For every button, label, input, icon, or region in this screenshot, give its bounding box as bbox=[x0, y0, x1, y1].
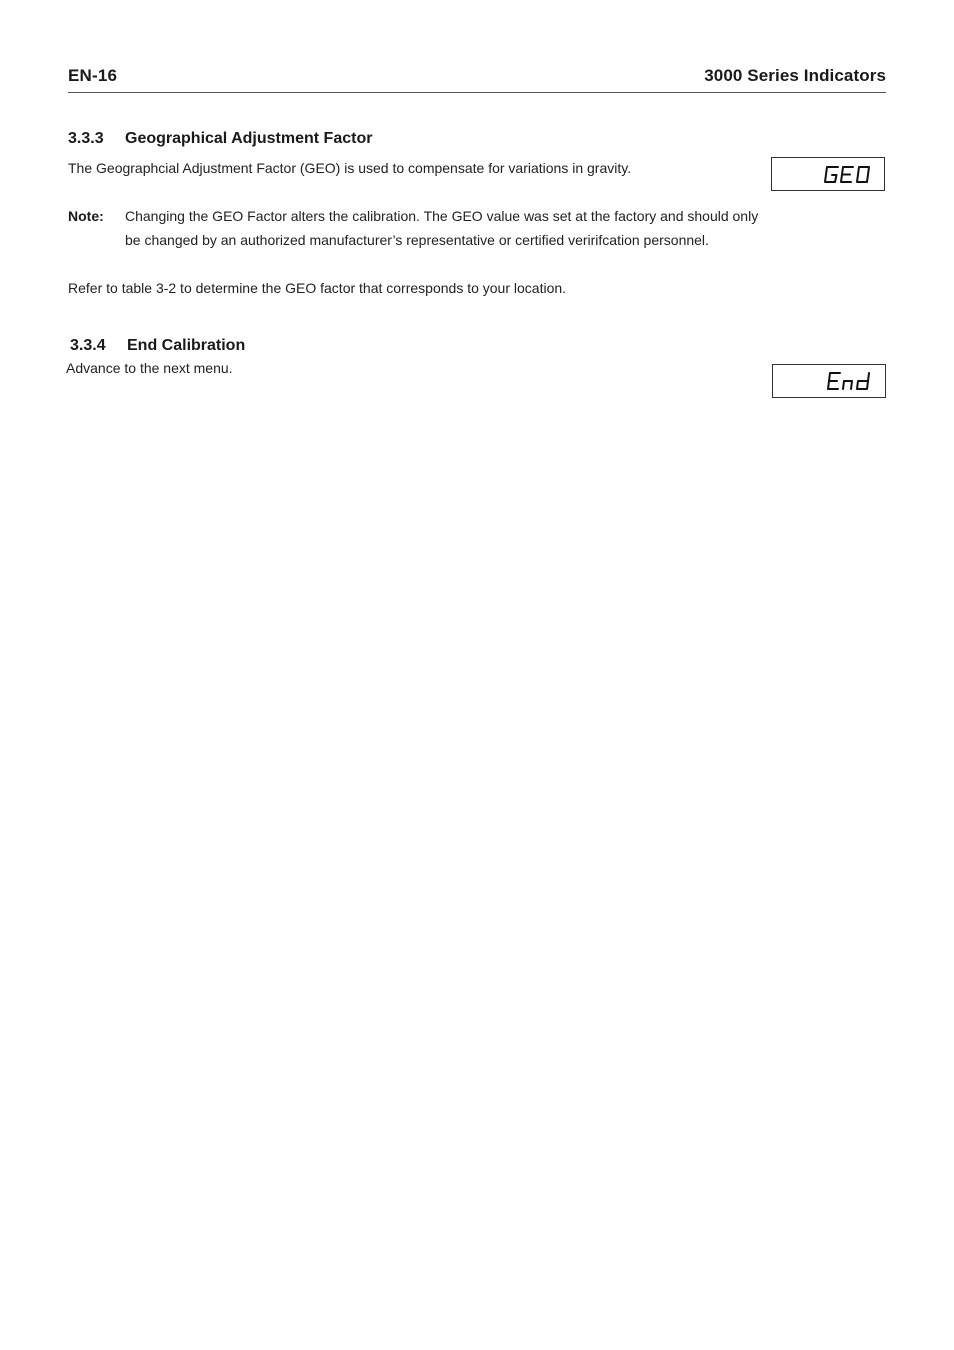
section-title: End Calibration bbox=[127, 337, 246, 354]
geo-table-reference: Refer to table 3-2 to determine the GEO factor that corresponds to your location. bbox=[68, 280, 567, 296]
lcd-display-geo-icon bbox=[771, 157, 885, 191]
document-title: 3000 Series Indicators bbox=[704, 66, 886, 85]
header-divider bbox=[68, 92, 886, 93]
note-text-line-2: be changed by an authorized manufacturer’s representative or certified veririfcation personnel. bbox=[125, 232, 709, 248]
lcd-end-glyphs bbox=[773, 365, 885, 397]
section-heading-geo bbox=[68, 130, 372, 148]
section-title: Geographical Adjustment Factor bbox=[125, 130, 373, 147]
end-description: Advance to the next menu. bbox=[66, 360, 233, 376]
section-heading-end bbox=[70, 337, 245, 355]
note-text-line-1: Changing the GEO Factor alters the calibration. The GEO value was set at the factory and should only bbox=[125, 208, 759, 224]
lcd-display-end-icon bbox=[772, 364, 886, 398]
page-header bbox=[68, 66, 886, 90]
page-number: EN-16 bbox=[68, 66, 118, 85]
section-number: 3.3.3 bbox=[68, 130, 104, 147]
geo-description: The Geographcial Adjustment Factor (GEO) is used to compensate for variations in gravity. bbox=[68, 160, 632, 176]
lcd-geo-glyphs bbox=[772, 158, 884, 190]
note-label: Note: bbox=[68, 208, 104, 224]
section-number: 3.3.4 bbox=[70, 337, 106, 354]
